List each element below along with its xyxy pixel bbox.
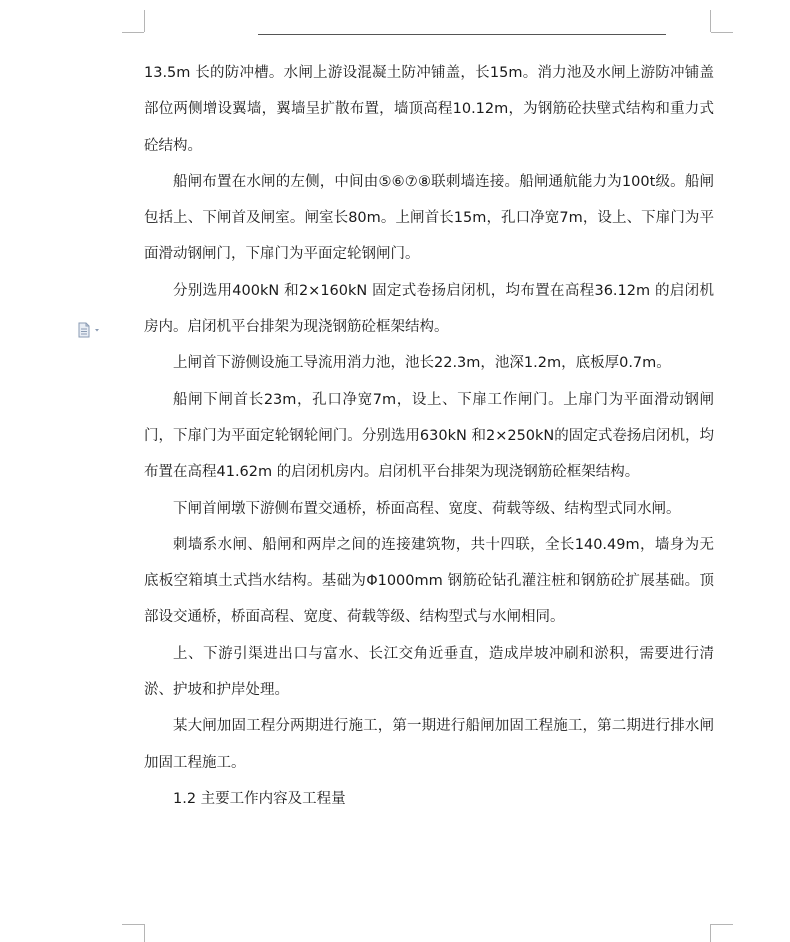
document-body (144, 55, 714, 817)
crop-mark (122, 32, 144, 33)
crop-mark (122, 924, 144, 925)
crop-mark (711, 924, 733, 925)
paragraph: 某大闸加固工程分两期进行施工，第一期进行船闸加固工程施工，第二期进行排水闸加固工程施工。 (144, 718, 714, 771)
paragraph: 船闸下闸首长23m，孔口净宽7m，设上、下扉工作闸门。上扉门为平面滑动钢闸门，下扉门为平面定轮钢轮闸门。分别选用630kN 和2×250kN的固定式卷扬启闭机，均布置在高程41.62m 的启闭机房内。启闭机平台排架为现浇钢筋砼框架结构。 (144, 391, 714, 481)
crop-mark (144, 924, 145, 942)
paragraph: 上闸首下游侧设施工导流用消力池，池长22.3m，池深1.2m，底板厚0.7m。 (173, 355, 671, 372)
crop-mark (710, 924, 711, 942)
crop-mark (710, 10, 711, 32)
header-rule (258, 34, 666, 35)
paragraph: 13.5m 长的防冲槽。水闸上游设混凝土防冲铺盖，长15m。消力池及水闸上游防冲铺盖部位两侧增设翼墙，翼墙呈扩散布置，墙顶高程10.12m，为钢筋砼扶壁式结构和重力式砼结构。 (144, 65, 714, 154)
crop-mark (144, 10, 145, 32)
paragraph: 下闸首闸墩下游侧布置交通桥，桥面高程、宽度、荷载等级、结构型式同水闸。 (173, 500, 681, 517)
paragraph: 分别选用400kN 和2×160kN 固定式卷扬启闭机，均布置在高程36.12m 的启闭机房内。启闭机平台排架为现浇钢筋砼框架结构。 (144, 282, 714, 336)
crop-mark (711, 32, 733, 33)
paragraph: 刺墙系水闸、船闸和两岸之间的连接建筑物，共十四联，全长140.49m，墙身为无底板空箱填土式挡水结构。基础为Φ1000mm 钢筋砼钻孔灌注桩和钢筋砼扩展基础。顶部设交通桥，桥面高程、宽度、荷载等级、结构型式与水闸相同。 (144, 536, 714, 626)
paragraph: 船闸布置在水闸的左侧，中间由⑤⑥⑦⑧联刺墙连接。船闸通航能力为100t级。船闸包括上、下闸首及闸室。闸室长80m。上闸首长15m，孔口净宽7m，设上、下扉门为平面滑动钢闸门，下扉门为平面定轮钢闸门。 (144, 173, 714, 263)
document-options-icon[interactable] (76, 322, 106, 338)
section-heading: 1.2 主要工作内容及工程量 (173, 790, 346, 807)
paragraph: 上、下游引渠进出口与富水、长江交角近垂直，造成岸坡冲刷和淤积，需要进行清淤、护坡和护岸处理。 (144, 645, 714, 699)
